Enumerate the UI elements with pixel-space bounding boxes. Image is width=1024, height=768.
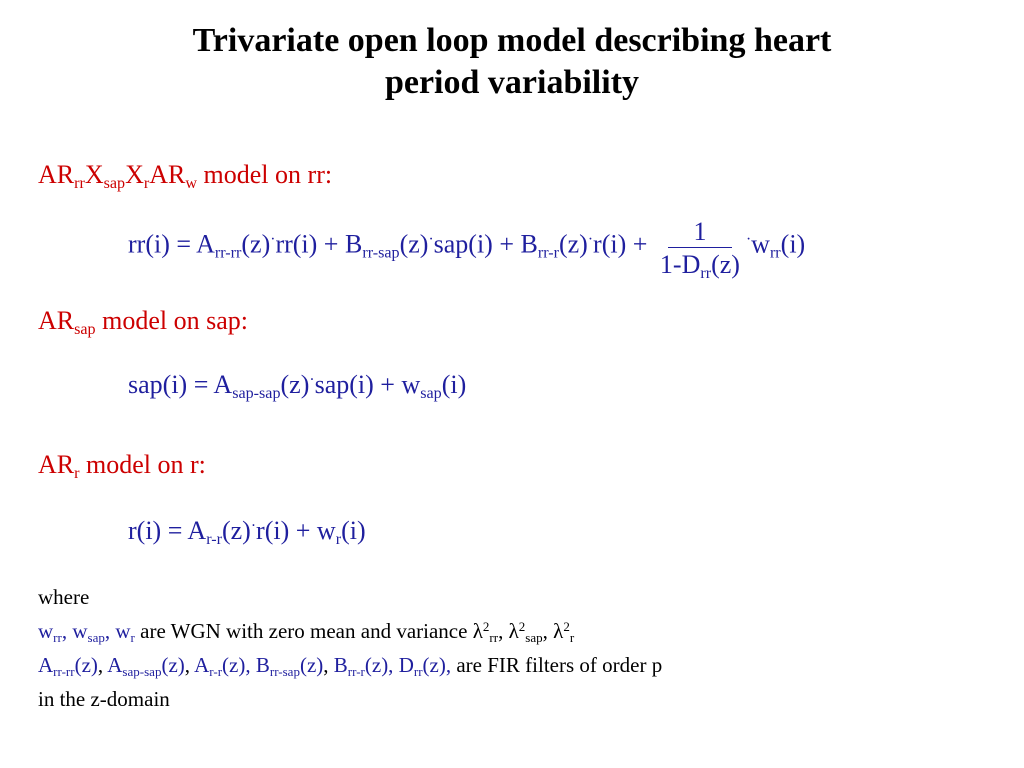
notes-text: , — [542, 619, 554, 643]
sap-model-heading — [38, 306, 248, 336]
equation-text: sap(i) + w — [314, 370, 421, 399]
equation-text: rr(i) + B — [275, 229, 363, 259]
equation-text: w — [751, 229, 770, 259]
heading-subscript: r — [74, 464, 80, 482]
heading-subscript: r — [143, 174, 150, 192]
noise-symbol: , w — [61, 619, 88, 643]
notes-text: are FIR filters of order p — [451, 653, 663, 677]
lambda-superscript: 2 — [518, 618, 526, 634]
sap-equation — [128, 370, 466, 400]
noise-symbol: , w — [104, 619, 131, 643]
lambda-subscript: r — [569, 629, 575, 645]
filter-subscript: rr-sap — [269, 663, 300, 679]
notes-where: where — [38, 585, 90, 609]
multiply-dot: · — [309, 371, 315, 389]
filter-symbol: A — [107, 653, 123, 677]
notes-text: , — [323, 653, 334, 677]
equation-text: (z) — [558, 229, 588, 259]
equation-text: (z) — [399, 229, 429, 259]
filter-subscript: rr-rr — [53, 663, 75, 679]
equation-text: r(i) + w — [256, 516, 336, 545]
equation-text: (z) — [221, 516, 251, 545]
equation-text: (z) — [280, 370, 310, 399]
equation-text: (i) — [780, 229, 806, 259]
heading-text: AR — [38, 306, 75, 335]
filter-subscript: rr — [413, 663, 423, 679]
fraction-numerator: 1 — [693, 217, 707, 246]
filter-symbol: (z), — [422, 653, 452, 677]
heading-subscript: sap — [74, 320, 96, 338]
heading-text: AR — [38, 450, 75, 479]
notes-text: , — [97, 653, 108, 677]
noise-subscript: r — [130, 629, 135, 645]
filter-subscript: rr-r — [347, 663, 365, 679]
multiply-dot: · — [745, 230, 752, 248]
fraction-denominator — [656, 248, 744, 282]
filter-symbol: A — [38, 653, 54, 677]
heading-text: X — [125, 160, 144, 189]
equation-text: (i) — [441, 370, 467, 399]
equation-text: (z) — [711, 250, 740, 279]
r-equation — [128, 516, 366, 546]
equation-text: rr(i) = A — [128, 229, 215, 259]
equation-subscript: r — [335, 530, 342, 548]
filter-symbol: B — [255, 653, 270, 677]
heading-text: model on r: — [79, 450, 206, 479]
equation-subscript: rr — [700, 264, 712, 282]
equation-subscript: r-r — [206, 530, 222, 548]
lambda-superscript: 2 — [563, 618, 570, 634]
notes-text: , — [498, 619, 509, 643]
filter-symbol: (z) — [74, 653, 98, 677]
filter-symbol: A — [194, 653, 210, 677]
equation-subscript: rr-sap — [362, 244, 400, 262]
notes-noise-line — [38, 614, 662, 648]
heading-subscript: sap — [103, 174, 126, 192]
heading-text: X — [84, 160, 104, 189]
equation-subscript: rr-rr — [214, 244, 242, 262]
heading-text: AR — [38, 160, 75, 189]
equation-text: sap(i) = A — [128, 370, 233, 399]
rr-model-heading — [38, 160, 332, 190]
notes-text: are WGN with zero mean and variance — [134, 619, 473, 643]
filter-symbol: (z), — [222, 653, 256, 677]
equation-text: 1-D — [659, 250, 701, 279]
filter-symbol: B — [333, 653, 348, 677]
filter-symbol: D — [398, 653, 414, 677]
notes-text: , — [184, 653, 195, 677]
lambda-symbol: λ — [508, 619, 519, 643]
heading-subscript: rr — [74, 174, 85, 192]
equation-text: r(i) + — [593, 229, 654, 259]
equation-subscript: rr-r — [537, 244, 559, 262]
equation-text: (z) — [241, 229, 271, 259]
fraction — [656, 217, 744, 282]
lambda-symbol: λ — [472, 619, 483, 643]
title-line-2: period variability — [384, 64, 640, 101]
lambda-subscript: sap — [525, 629, 543, 645]
filter-symbol: (z) — [161, 653, 185, 677]
equation-text: r(i) = A — [128, 516, 207, 545]
heading-text: model on rr: — [197, 160, 333, 189]
noise-subscript: sap — [87, 629, 105, 645]
equation-subscript: sap-sap — [232, 384, 281, 402]
filter-symbol: (z) — [299, 653, 324, 677]
equation-subscript: sap — [420, 384, 442, 402]
noise-subscript: rr — [53, 629, 62, 645]
equation-text: (i) — [341, 516, 366, 545]
lambda-symbol: λ — [553, 619, 564, 643]
noise-symbol: w — [38, 619, 54, 643]
multiply-dot: · — [587, 230, 594, 248]
multiply-dot: · — [428, 230, 434, 248]
notes-filters-line — [38, 648, 662, 682]
notes-domain-line: in the z-domain — [38, 687, 170, 711]
heading-subscript: w — [185, 174, 198, 192]
title-line-1: Trivariate open loop model describing heart — [192, 22, 832, 59]
filter-subscript: r-r — [209, 663, 223, 679]
multiply-dot: · — [270, 230, 276, 248]
lambda-subscript: rr — [489, 629, 499, 645]
filter-subscript: sap-sap — [122, 663, 162, 679]
multiply-dot: · — [250, 517, 257, 535]
heading-text: model on sap: — [95, 306, 248, 335]
equation-text: sap(i) + B — [433, 229, 538, 259]
notes-block — [38, 580, 662, 716]
filter-symbol: (z), — [364, 653, 399, 677]
r-model-heading — [38, 450, 206, 480]
equation-subscript: rr — [769, 244, 781, 262]
heading-text: AR — [149, 160, 186, 189]
rr-equation — [128, 214, 806, 282]
lambda-superscript: 2 — [482, 618, 490, 634]
slide-title — [0, 20, 1024, 104]
